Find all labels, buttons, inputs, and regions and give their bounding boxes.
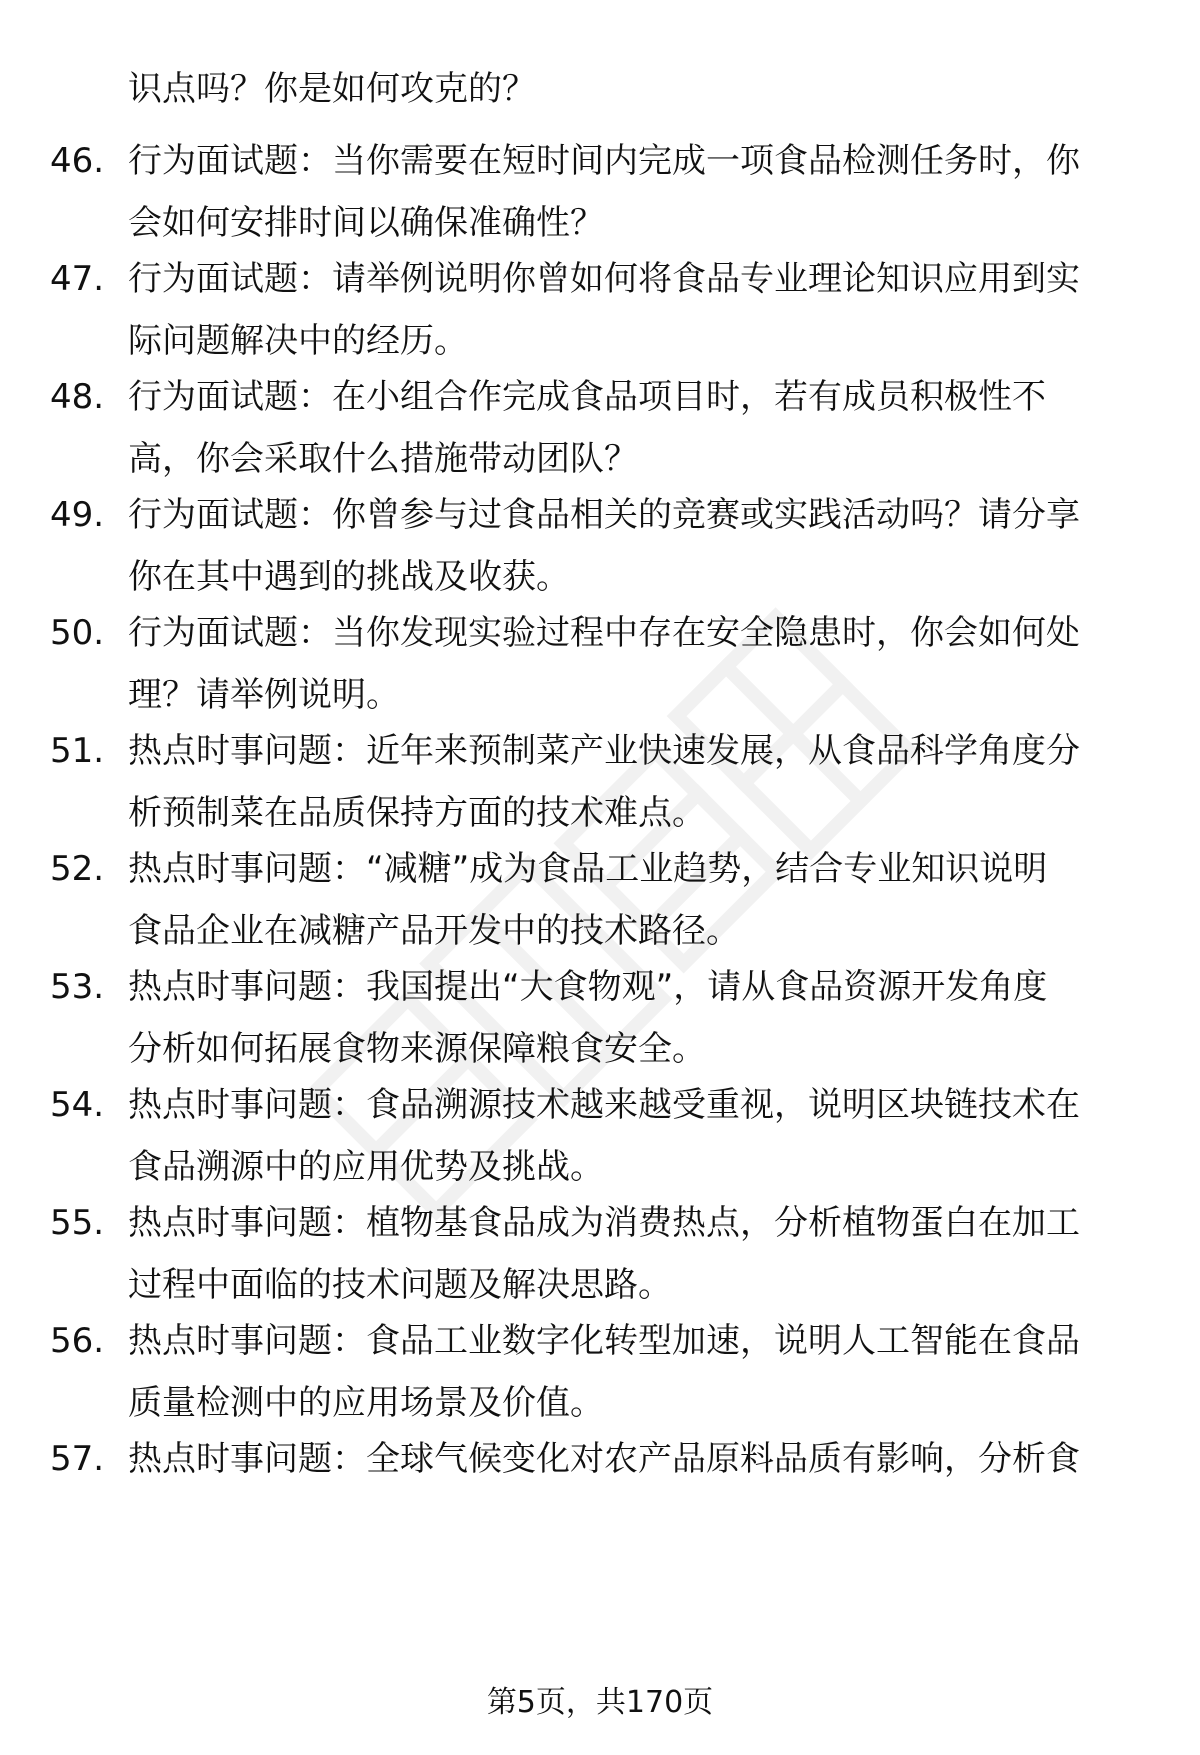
item-number: 57. xyxy=(50,1439,105,1479)
item-text-line-2: 高，你会采取什么措施带动团队？ xyxy=(128,439,638,479)
item-number: 52. xyxy=(50,849,105,889)
item-text-line-2: 质量检测中的应用场景及价值。 xyxy=(128,1383,604,1423)
item-text-line-1: 热点时事问题：食品工业数字化转型加速，说明人工智能在食品 xyxy=(128,1321,1080,1361)
item-text-line-1: 热点时事问题：近年来预制菜产业快速发展，从食品科学角度分 xyxy=(128,731,1080,771)
item-number: 55. xyxy=(50,1203,105,1243)
item-text-line-2: 食品溯源中的应用优势及挑战。 xyxy=(128,1147,604,1187)
item-text-line-1: 行为面试题：在小组合作完成食品项目时，若有成员积极性不 xyxy=(128,377,1046,417)
item-text-line-2: 你在其中遇到的挑战及收获。 xyxy=(128,557,570,597)
item-text-line-1: 行为面试题：你曾参与过食品相关的竞赛或实践活动吗？请分享 xyxy=(128,495,1080,535)
item-text-line-1: 行为面试题：请举例说明你曾如何将食品专业理论知识应用到实 xyxy=(128,259,1080,299)
page-footer: 第5页，共170页 xyxy=(486,1685,714,1720)
item-number: 56. xyxy=(50,1321,105,1361)
item-text-line-1: 热点时事问题：我国提出“大食物观”，请从食品资源开发角度 xyxy=(128,967,1048,1007)
item-number: 50. xyxy=(50,613,105,653)
item-text-line-1: 热点时事问题：食品溯源技术越来越受重视，说明区块链技术在 xyxy=(128,1085,1080,1125)
item-number: 48. xyxy=(50,377,105,417)
item-text-line-2: 理？请举例说明。 xyxy=(128,675,400,715)
item-number: 54. xyxy=(50,1085,105,1125)
item-text-line-2: 析预制菜在品质保持方面的技术难点。 xyxy=(128,793,706,833)
item-text-line-2: 际问题解决中的经历。 xyxy=(128,321,468,361)
item-text-line-1: 行为面试题：当你发现实验过程中存在安全隐患时，你会如何处 xyxy=(128,613,1080,653)
item-text-line-1: 热点时事问题：全球气候变化对农产品原料品质有影响，分析食 xyxy=(128,1439,1080,1479)
item-number: 51. xyxy=(50,731,105,771)
item-text-line-1: 行为面试题：当你需要在短时间内完成一项食品检测任务时，你 xyxy=(128,141,1080,181)
item-number: 46. xyxy=(50,141,105,181)
previous-question-continuation: 识点吗？你是如何攻克的？ xyxy=(128,69,536,109)
item-number: 47. xyxy=(50,259,105,299)
item-text-line-2: 会如何安排时间以确保准确性？ xyxy=(128,203,604,243)
item-text-line-1: 热点时事问题：植物基食品成为消费热点，分析植物蛋白在加工 xyxy=(128,1203,1080,1243)
item-text-line-2: 分析如何拓展食物来源保障粮食安全。 xyxy=(128,1029,706,1069)
item-text-line-2: 食品企业在减糖产品开发中的技术路径。 xyxy=(128,911,740,951)
item-number: 49. xyxy=(50,495,105,535)
item-number: 53. xyxy=(50,967,105,1007)
item-text-line-2: 过程中面临的技术问题及解决思路。 xyxy=(128,1265,672,1305)
item-text-line-1: 热点时事问题：“减糖”成为食品工业趋势，结合专业知识说明 xyxy=(128,849,1048,889)
